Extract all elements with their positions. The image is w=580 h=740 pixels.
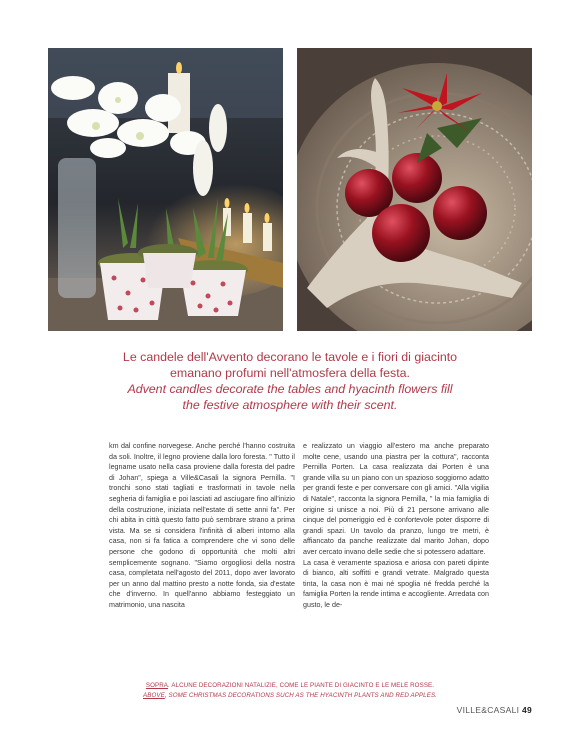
caption-italian-line-1: Le candele dell'Avvento decorano le tavole e i fiori di giacinto: [122, 350, 458, 364]
footnote-caption: [0, 681, 580, 700]
body-paragraph: e realizzato un viaggio all'estero ma anche preparato molte cene, usando una piastra per la cottura", racconta Pernilla Porten. La casa realizzata dai Porten è una grande villa su un piano con un spazioso soggiorno adatto per grandi feste e per conversare con gli amici. "Alla vigilia di Natale", racconta la signora Pernilla, " la mia famiglia di origine si unisce a noi. Più di 21 persone arrivano alle cinque del pomeriggio ed è confortevole poter disporre di grandi spazi. Un tavolo da pranzo, lungo tre metri, è affiancato da panche realizzate dal marito Johan, dopo aver cercato invano delle sedie che si potessero adattare.: [303, 442, 489, 556]
photo-apples-poinsettia-image: [297, 48, 532, 331]
photo-apples-poinsettia: [297, 48, 532, 331]
page-number: 49: [521, 705, 532, 715]
caption-italian-line-2: emanano profumi nell'atmosfera della festa.: [170, 366, 410, 380]
body-paragraph: km dal confine norvegese. Anche perché l'hanno costruita da soli. Inoltre, il legno proviene dalla loro foresta. " Tutto il legname usato nella casa proviene dalla foresta del padre di Johan", spiega a Ville&Casali la signora Pernilla. "I tronchi sono stati tagliati e trasformati in tavole nella segheria di famiglia e poi lasciati ad asciugare fino all'inizio della costruzione, iniziata nell'estate di sette anni fa". Per chi abita in città questo fatto può sembrare strano a prima vista. Ma se si considera l'infinità di alberi intorno alla casa, non si fa fatica a comprendere che vi sono delle persone che godono di opportunità che molti altri semplicemente sognano. "Siamo orgogliosi della nostra casa, completata nell'agosto del 2011, dopo aver lavorato per un anno dal mattino presto a notte fonda, sia d'estate che d'inverno. In quell'anno abbiamo festeggiato un matrimonio, una nascita: [109, 442, 295, 609]
footnote-italian: [0, 681, 580, 691]
footnote-italian-label: SOPRA: [145, 682, 169, 689]
body-column-left: [109, 441, 295, 611]
photo-hyacinths-candles-image: [48, 48, 283, 331]
body-column-right: [303, 441, 489, 611]
footnote-english-label: ABOVE: [143, 691, 165, 699]
caption-english-line-1: Advent candles decorate the tables and hyacinth flowers fill: [127, 382, 453, 396]
footnote-english: [0, 691, 580, 701]
magazine-name: VILLE&CASALI: [456, 705, 520, 715]
body-paragraph: La casa è veramente spaziosa e ariosa con pareti dipinte di bianco, alti soffitti e grandi vetrate. Malgrado questa tinta, la casa non è mai né spoglia né fredda perché la famiglia Porten la rende intima e accogliente. Arredata con gusto, le de-: [303, 558, 489, 609]
footnote-italian-text: . ALCUNE DECORAZIONI NATALIZIE, COME LE PIANTE DI GIACINTO E LE MELE ROSSE.: [168, 682, 435, 689]
page-folio: [457, 705, 532, 715]
photo-hyacinths-candles: [48, 48, 283, 331]
photo-caption: [60, 349, 520, 413]
caption-english-line-2: the festive atmosphere with their scent.: [182, 398, 398, 412]
footnote-english-text: , SOME CHRISTMAS DECORATIONS SUCH AS THE HYACINTH PLANTS AND RED APPLES.: [164, 691, 437, 699]
